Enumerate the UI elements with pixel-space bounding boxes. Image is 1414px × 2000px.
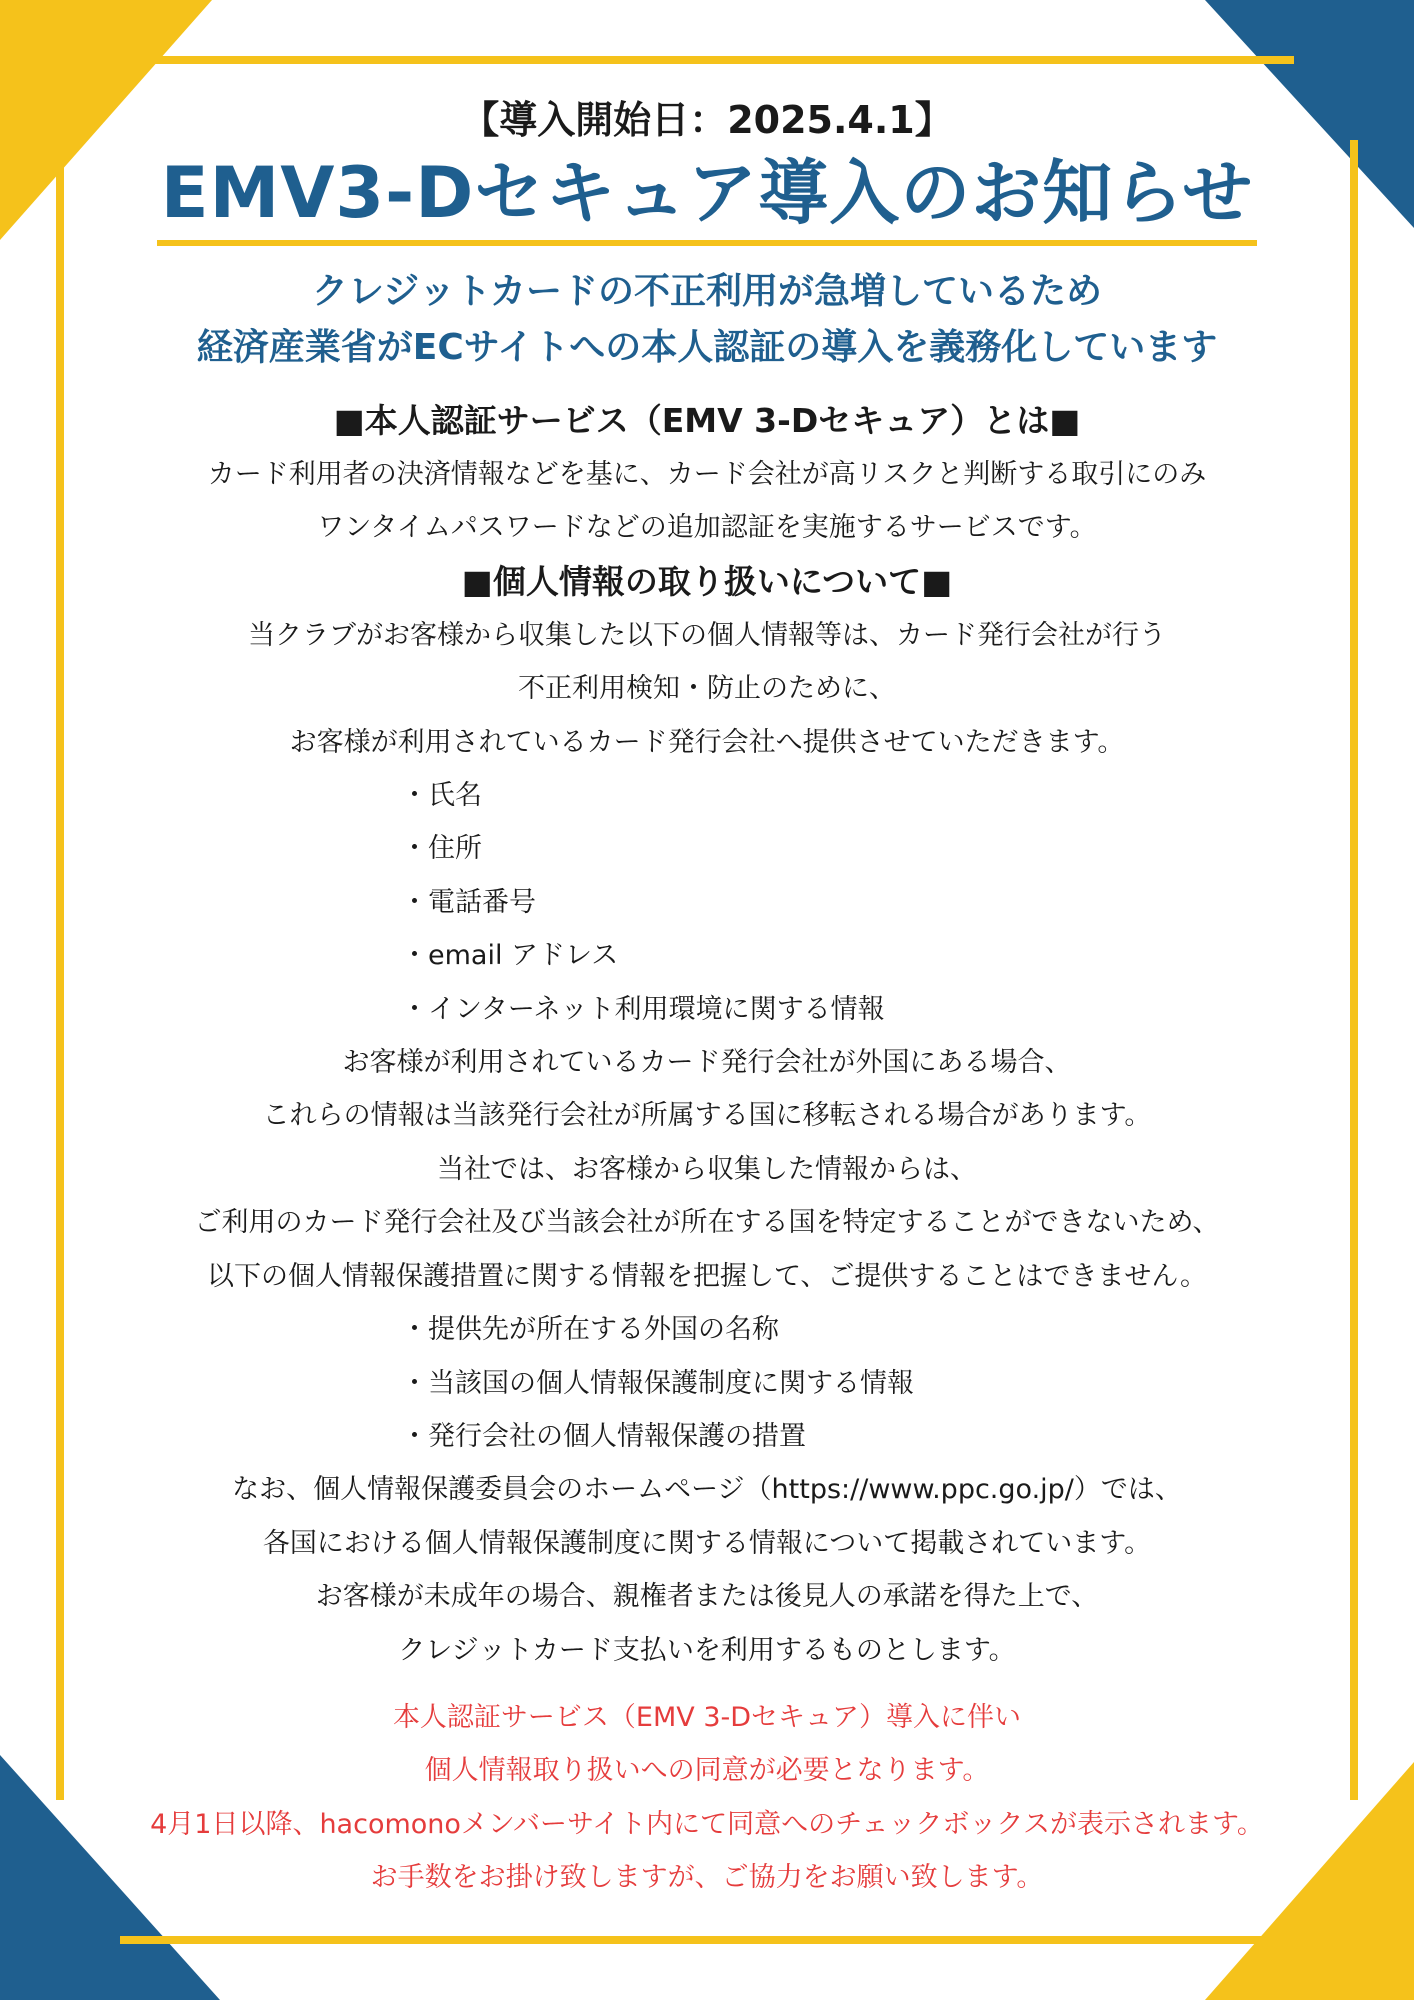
body-line: これらの情報は当該発行会社が所属する国に移転される場合があります。 xyxy=(262,1100,1152,1132)
body-line: ご利用のカード発行会社及び当該会社が所在する国を特定することができないため、 xyxy=(194,1207,1220,1239)
body-line: 以下の個人情報保護措置に関する情報を把握して、ご提供することはできません。 xyxy=(206,1260,1208,1292)
notice-line: 個人情報取り扱いへの同意が必要となります。 xyxy=(424,1755,990,1787)
frame-right xyxy=(1350,140,1358,1800)
body-line: 不正利用検知・防止のために、 xyxy=(518,673,896,705)
list-item: ・email アドレス xyxy=(401,940,619,972)
list-item: ・インターネット利用環境に関する情報 xyxy=(401,993,885,1025)
body-line: お客様が未成年の場合、親権者または後見人の承諾を得た上で、 xyxy=(315,1581,1099,1613)
subtitle-line: クレジットカードの不正利用が急増しているため xyxy=(311,271,1103,312)
frame-left xyxy=(56,140,64,1800)
list-item: ・提供先が所在する外国の名称 xyxy=(401,1314,779,1346)
notice-line: お手数をお掛け致しますが、ご協力をお願い致します。 xyxy=(370,1862,1044,1894)
list-item: ・発行会社の個人情報保護の措置 xyxy=(401,1420,806,1452)
body-line: 各国における個人情報保護制度に関する情報について掲載されています。 xyxy=(262,1527,1152,1559)
body-line: 当社では、お客様から収集した情報からは、 xyxy=(437,1153,977,1185)
frame-top xyxy=(120,56,1294,64)
consent-notice xyxy=(70,1691,1344,1905)
body-line: 当クラブがお客様から収集した以下の個人情報等は、カード発行会社が行う xyxy=(248,619,1166,651)
list-item: ・電話番号 xyxy=(401,886,536,918)
body-line: クレジットカード支払いを利用するものとします。 xyxy=(398,1634,1016,1666)
section-heading-privacy: ■個人情報の取り扱いについて■ xyxy=(461,561,953,601)
body-line: ワンタイムパスワードなどの追加認証を実施するサービスです。 xyxy=(317,512,1097,544)
start-date: 【導入開始日：2025.4.1】 xyxy=(461,98,953,142)
list-item: ・当該国の個人情報保護制度に関する情報 xyxy=(401,1367,914,1399)
notice-line: 4月1日以降、hacomonoメンバーサイト内にて同意へのチェックボックスが表示されます。 xyxy=(150,1808,1264,1840)
unavailable-info-list xyxy=(70,1303,1344,1463)
notice-line: 本人認証サービス（EMV 3-Dセキュア）導入に伴い xyxy=(392,1701,1022,1733)
body-line: お客様が利用されているカード発行会社へ提供させていただきます。 xyxy=(289,726,1125,758)
section-heading-emv: ■本人認証サービス（EMV 3-Dセキュア）とは■ xyxy=(333,401,1081,440)
section-emv-body xyxy=(70,448,1344,555)
page-title: EMV3-Dセキュア導入のお知らせ xyxy=(160,152,1254,234)
notice-content xyxy=(70,82,1344,1905)
title-underline xyxy=(157,148,1257,246)
section-privacy-body xyxy=(70,609,1344,1677)
body-line: なお、個人情報保護委員会のホームページ（https://www.ppc.go.jp/）では、 xyxy=(232,1474,1182,1506)
subtitle-line: 経済産業省がECサイトへの本人認証の導入を義務化しています xyxy=(196,327,1218,368)
frame-bottom xyxy=(120,1936,1294,1944)
personal-info-list xyxy=(70,769,1344,1036)
list-item: ・氏名 xyxy=(401,780,482,812)
list-item: ・住所 xyxy=(401,833,482,865)
body-line: お客様が利用されているカード発行会社が外国にある場合、 xyxy=(342,1047,1072,1079)
subtitle xyxy=(70,264,1344,376)
body-line: カード利用者の決済情報などを基に、カード会社が高リスクと判断する取引にのみ xyxy=(207,459,1207,490)
